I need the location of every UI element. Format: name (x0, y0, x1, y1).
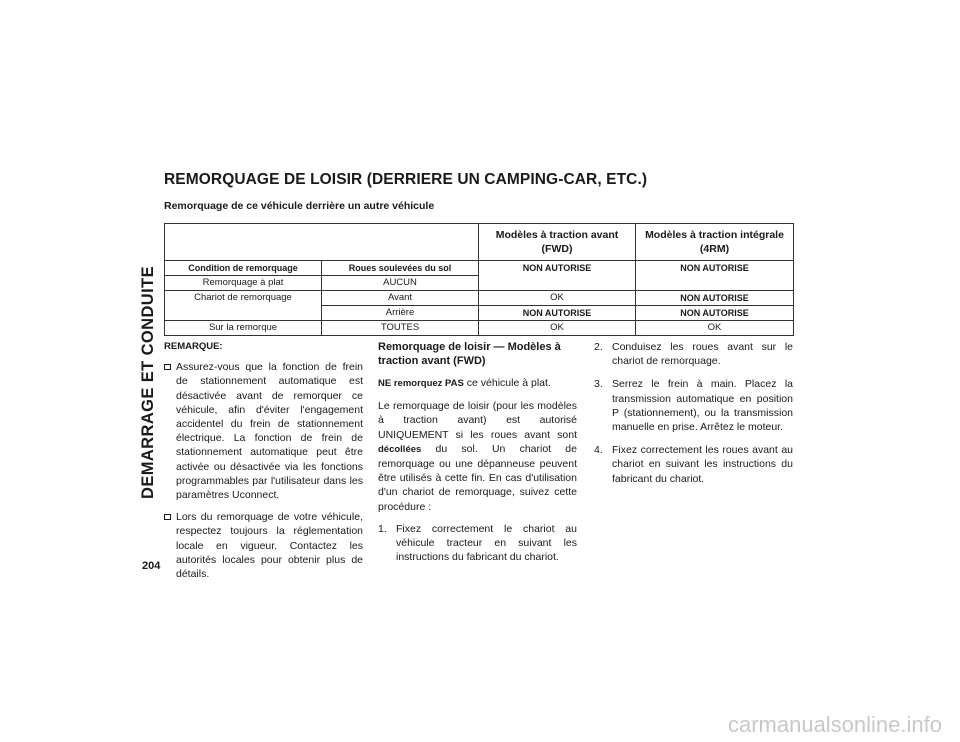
step-text: Serrez le frein à main. Placez la transmission automatique en position P (stationnement), ou la transmission manuelle en prise. Arrêtez le moteur. (612, 378, 793, 434)
procedure-step (594, 377, 793, 434)
procedure-step (594, 443, 793, 486)
table-column-header-row (165, 261, 794, 276)
step-text: Fixez correctement les roues avant au chariot en suivant les instructions du fabricant du chariot. (612, 444, 793, 485)
section-subtitle: Remorquage de ce véhicule derrière un autre véhicule (164, 200, 435, 212)
fwd-paragraph-2-b: du sol. Un chariot de remorquage ou une dépanneuse peuvent être utilisés à cette fin. En cas d'utilisation d'un chariot de remorquage, suivez cette procédure : (378, 442, 577, 513)
checkbox-bullet-icon (164, 364, 171, 370)
table-cell-fwd: OK (479, 321, 636, 336)
table-group-header-row (165, 224, 794, 261)
table-header-fwd: Modèles à traction avant (FWD) (479, 224, 636, 261)
table-header-awd: Modèles à traction intégrale (4RM) (636, 224, 794, 261)
table-cell-wheels: AUCUN (322, 276, 479, 291)
note-bullet-text: Assurez-vous que la fonction de frein de stationnement automatique est désactivée avant de remorquer ce véhicule, afin d'éviter l'engagement accidentel du frein de stationnement électrique. La fonction de frein de stationnement automatique peut être activée ou désactivée via les fonctions programmables par l'utilisateur dans les paramètres Uconnect. (176, 361, 363, 502)
table-cell-fwd: NON AUTORISE (479, 261, 636, 291)
section-side-tab (140, 166, 156, 598)
note-bullet (164, 360, 363, 502)
table-cell-wheels: Avant (322, 291, 479, 306)
procedure-step (594, 340, 793, 368)
table-cell-awd: NON AUTORISE (636, 261, 794, 291)
note-bullet-text: Lors du remorquage de votre véhicule, respectez toujours la réglementation locale en vigueur. Contactez les autorités locales pour obtenir plus de détails. (176, 511, 363, 581)
steps-column (594, 340, 793, 495)
step-number: 4. (594, 444, 603, 457)
table-row (165, 321, 794, 336)
step-text: Fixez correctement le chariot au véhicule tracteur en suivant les instructions du fabricant du chariot. (396, 522, 577, 564)
table-header-wheels: Roues soulevées du sol (322, 261, 479, 276)
table-cell-condition: Chariot de remorquage (165, 291, 322, 321)
table-cell-condition: Sur la remorque (165, 321, 322, 336)
section-side-tab-label: DEMARRAGE ET CONDUITE (138, 265, 157, 499)
note-column (164, 340, 363, 589)
fwd-paragraph-2-a: Le remorquage de loisir (pour les modèles à traction avant) est autorisé UNIQUEMENT si les roues avant sont (378, 400, 577, 441)
table-cell-condition: Remorquage à plat (165, 276, 322, 291)
table-cell-awd: NON AUTORISE (636, 291, 794, 306)
table-header-condition: Condition de remorquage (165, 261, 322, 276)
table-cell-wheels: Arrière (322, 306, 479, 321)
fwd-paragraph-1 (378, 376, 577, 391)
table-cell-wheels: TOUTES (322, 321, 479, 336)
fwd-warning-bold: NE remorquez PAS (378, 378, 464, 389)
step-text: Conduisez les roues avant sur le chariot de remorquage. (612, 341, 793, 368)
procedure-step (378, 522, 577, 565)
page-number: 204 (142, 560, 161, 572)
page-title: REMORQUAGE DE LOISIR (DERRIERE UN CAMPING-CAR, ETC.) (164, 171, 648, 188)
watermark: carmanualsonline.info (727, 712, 942, 737)
note-label: REMARQUE: (164, 341, 223, 352)
step-number: 1. (378, 522, 387, 535)
table-cell-fwd: OK (479, 291, 636, 306)
fwd-paragraph-2 (378, 399, 577, 514)
step-number: 3. (594, 378, 603, 391)
table-row (165, 291, 794, 306)
fwd-column (378, 340, 577, 573)
table-cell-fwd: NON AUTORISE (479, 306, 636, 321)
fwd-warning-rest: ce véhicule à plat. (463, 377, 551, 389)
table-header-empty (165, 224, 479, 261)
fwd-section-heading: Remorquage de loisir — Modèles à traction avant (FWD) (378, 341, 561, 367)
note-bullet (164, 510, 363, 581)
fwd-paragraph-2-bold: décollées (378, 443, 422, 455)
table-cell-awd: NON AUTORISE (636, 306, 794, 321)
checkbox-bullet-icon (164, 514, 171, 520)
step-number: 2. (594, 341, 603, 353)
towing-table (164, 223, 794, 336)
table-cell-awd: OK (636, 321, 794, 336)
